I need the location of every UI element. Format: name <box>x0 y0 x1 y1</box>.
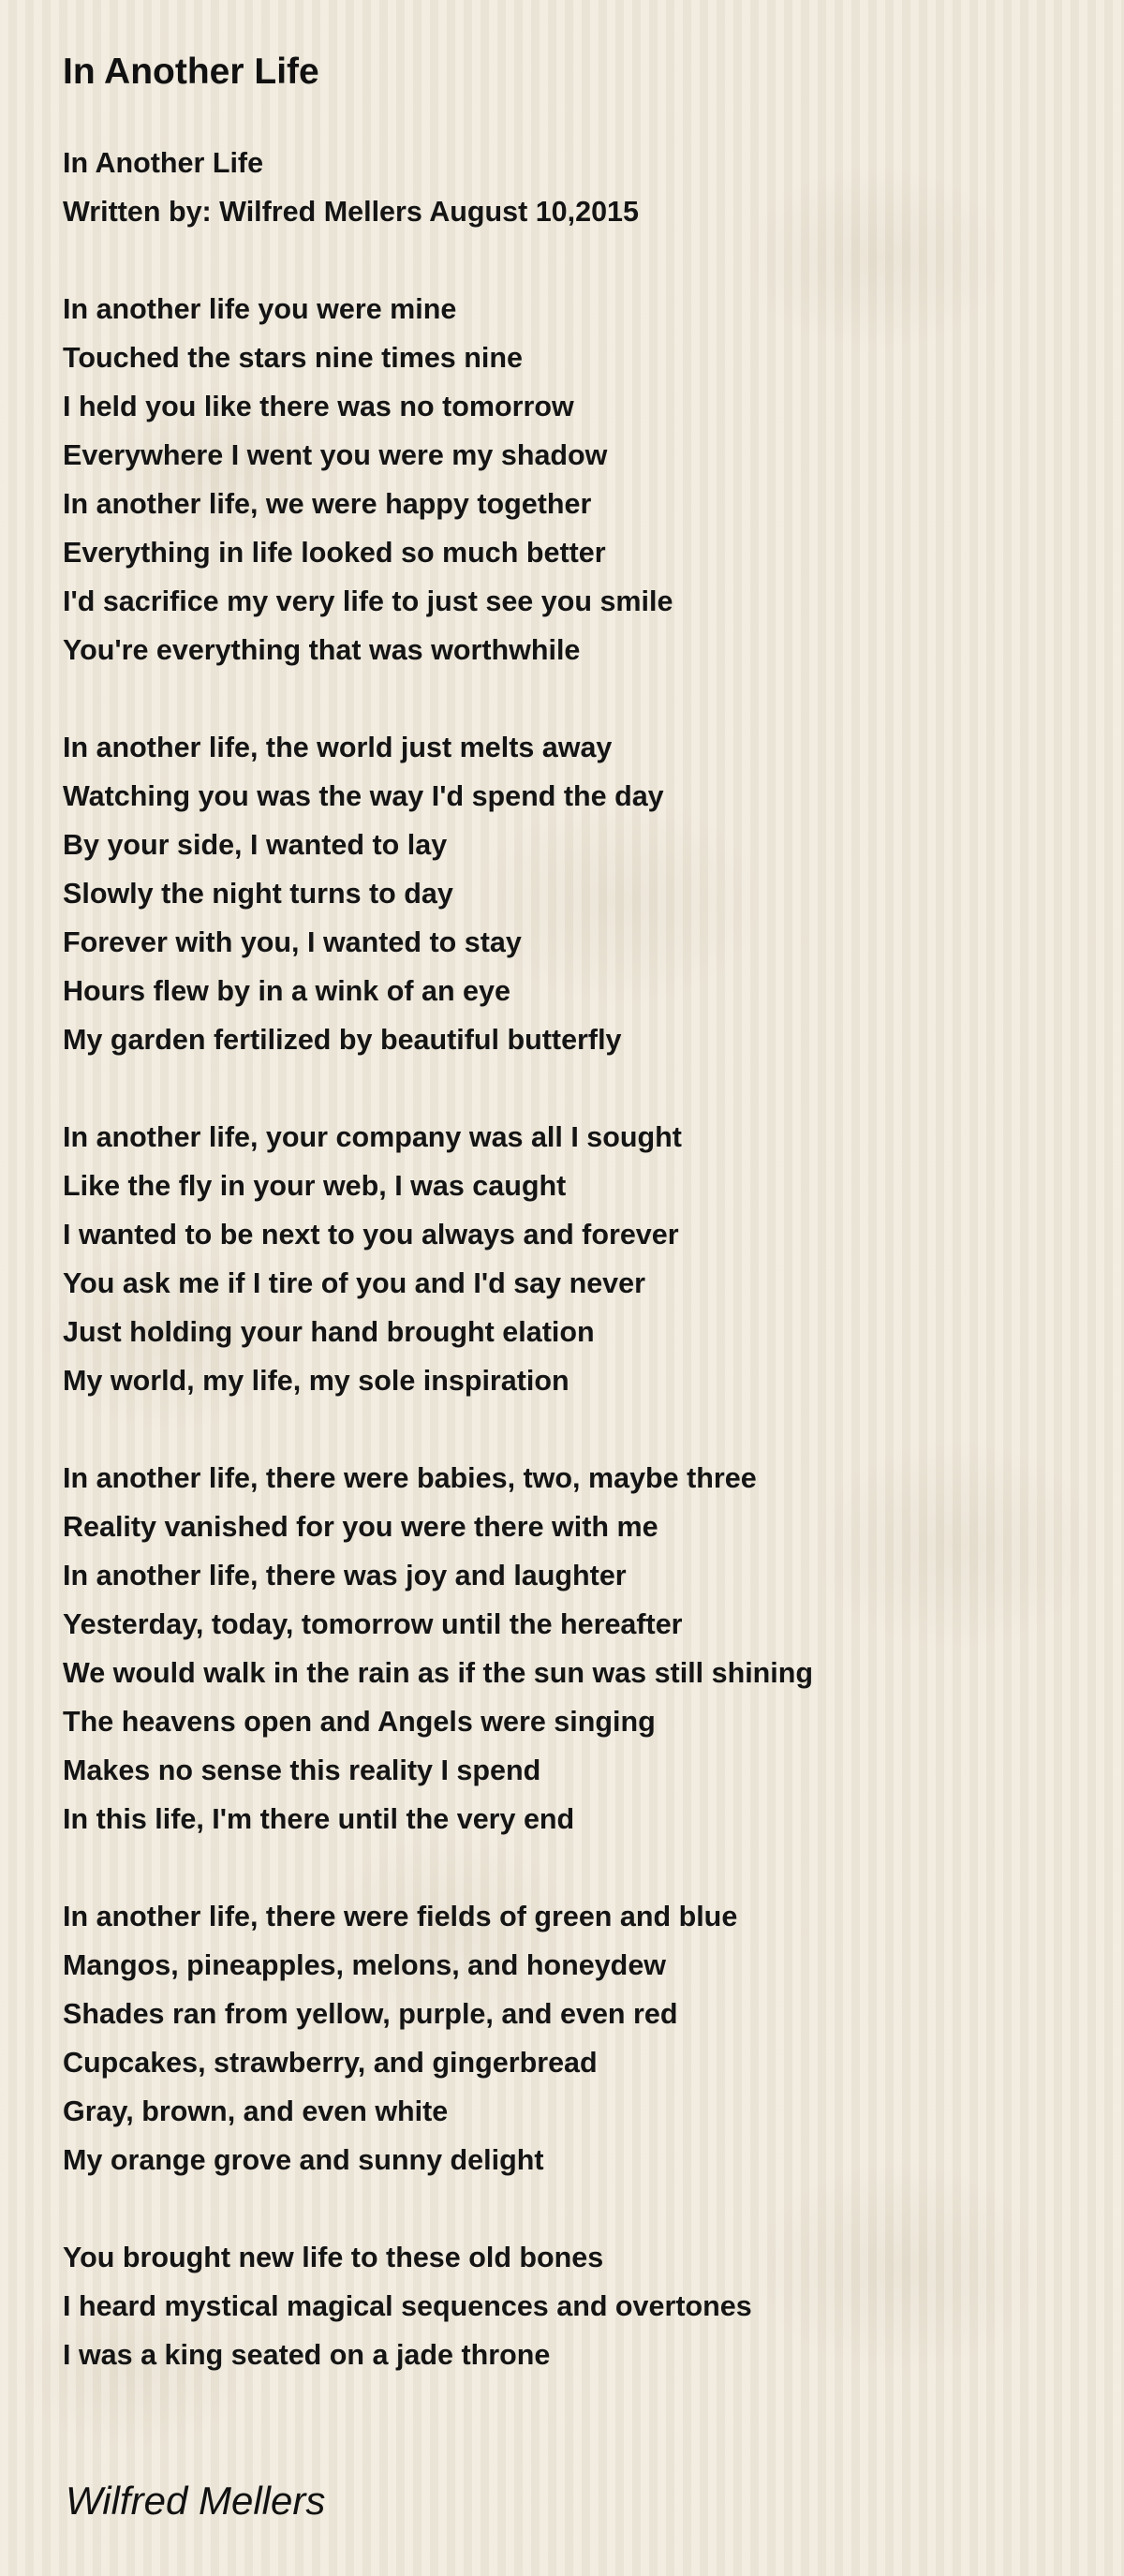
stanza-gap <box>63 1843 1124 1892</box>
poem-line: Everything in life looked so much better <box>63 537 606 569</box>
poem-line: In this life, I'm there until the very end <box>63 1803 575 1835</box>
poem-line: I heard mystical magical sequences and overtones <box>63 2290 752 2322</box>
poem-line: In another life, we were happy together <box>63 488 592 520</box>
poem-line: Makes no sense this reality I spend <box>63 1754 541 1786</box>
poem-line: Cupcakes, strawberry, and gingerbread <box>63 2047 598 2079</box>
stanza-gap <box>63 236 1124 285</box>
poem-line: You're everything that was worthwhile <box>63 634 581 666</box>
stanza-5 <box>63 1892 1124 2184</box>
poem-body <box>63 139 1124 2379</box>
poem-line: I was a king seated on a jade throne <box>63 2339 551 2371</box>
page-title: In Another Life <box>63 52 319 92</box>
poem-line: Gray, brown, and even white <box>63 2095 449 2127</box>
poem-line: My orange grove and sunny delight <box>63 2144 544 2176</box>
stanza-gap <box>63 1064 1124 1113</box>
poem-line: Mangos, pineapples, melons, and honeydew <box>63 1949 666 1981</box>
stanza-3 <box>63 1113 1124 1405</box>
poem-line: In another life, the world just melts away <box>63 732 613 763</box>
poem-line: In another life, there was joy and laughter <box>63 1560 627 1591</box>
poem-line: Just holding your hand brought elation <box>63 1316 595 1348</box>
poem-line: Touched the stars nine times nine <box>63 342 523 374</box>
stanza-gap <box>63 1405 1124 1454</box>
author-signature: Wilfred Mellers <box>66 2479 326 2523</box>
poem-line: Watching you was the way I'd spend the day <box>63 780 664 812</box>
poem-line: I wanted to be next to you always and forever <box>63 1219 679 1251</box>
poem-line: In another life, there were babies, two, maybe three <box>63 1462 757 1494</box>
poem-line: Forever with you, I wanted to stay <box>63 926 522 958</box>
poem-line: My garden fertilized by beautiful butterfly <box>63 1024 622 1056</box>
poem-line: Slowly the night turns to day <box>63 878 453 910</box>
poem-line: I held you like there was no tomorrow <box>63 391 574 422</box>
poem-line: Reality vanished for you were there with me <box>63 1511 658 1543</box>
poem-line: The heavens open and Angels were singing <box>63 1706 656 1738</box>
poem-line: I'd sacrifice my very life to just see you smile <box>63 585 673 617</box>
poem-line: You ask me if I tire of you and I'd say never <box>63 1267 645 1299</box>
poem-line: Everywhere I went you were my shadow <box>63 439 608 471</box>
stanza-2 <box>63 723 1124 1064</box>
poem-line: In another life, your company was all I sought <box>63 1121 682 1153</box>
poem-line: Like the fly in your web, I was caught <box>63 1170 567 1202</box>
poem-byline: Written by: Wilfred Mellers August 10,2015 <box>63 196 639 228</box>
poem-line: By your side, I wanted to lay <box>63 829 448 861</box>
poem-line: In another life you were mine <box>63 293 457 325</box>
poem-line: We would walk in the rain as if the sun was still shining <box>63 1657 814 1689</box>
stanza-gap <box>63 2184 1124 2233</box>
poem-subtitle: In Another Life <box>63 147 264 179</box>
stanza-6 <box>63 2233 1124 2379</box>
poem-line: Hours flew by in a wink of an eye <box>63 975 510 1007</box>
stanza-gap <box>63 674 1124 723</box>
poem-line: Shades ran from yellow, purple, and even red <box>63 1998 678 2030</box>
poem-line: Yesterday, today, tomorrow until the hereafter <box>63 1608 683 1640</box>
stanza-1 <box>63 285 1124 674</box>
poem-line: My world, my life, my sole inspiration <box>63 1365 569 1397</box>
stanza-4 <box>63 1454 1124 1843</box>
poem-line: You brought new life to these old bones <box>63 2242 604 2273</box>
poem-line: In another life, there were fields of green and blue <box>63 1901 738 1932</box>
